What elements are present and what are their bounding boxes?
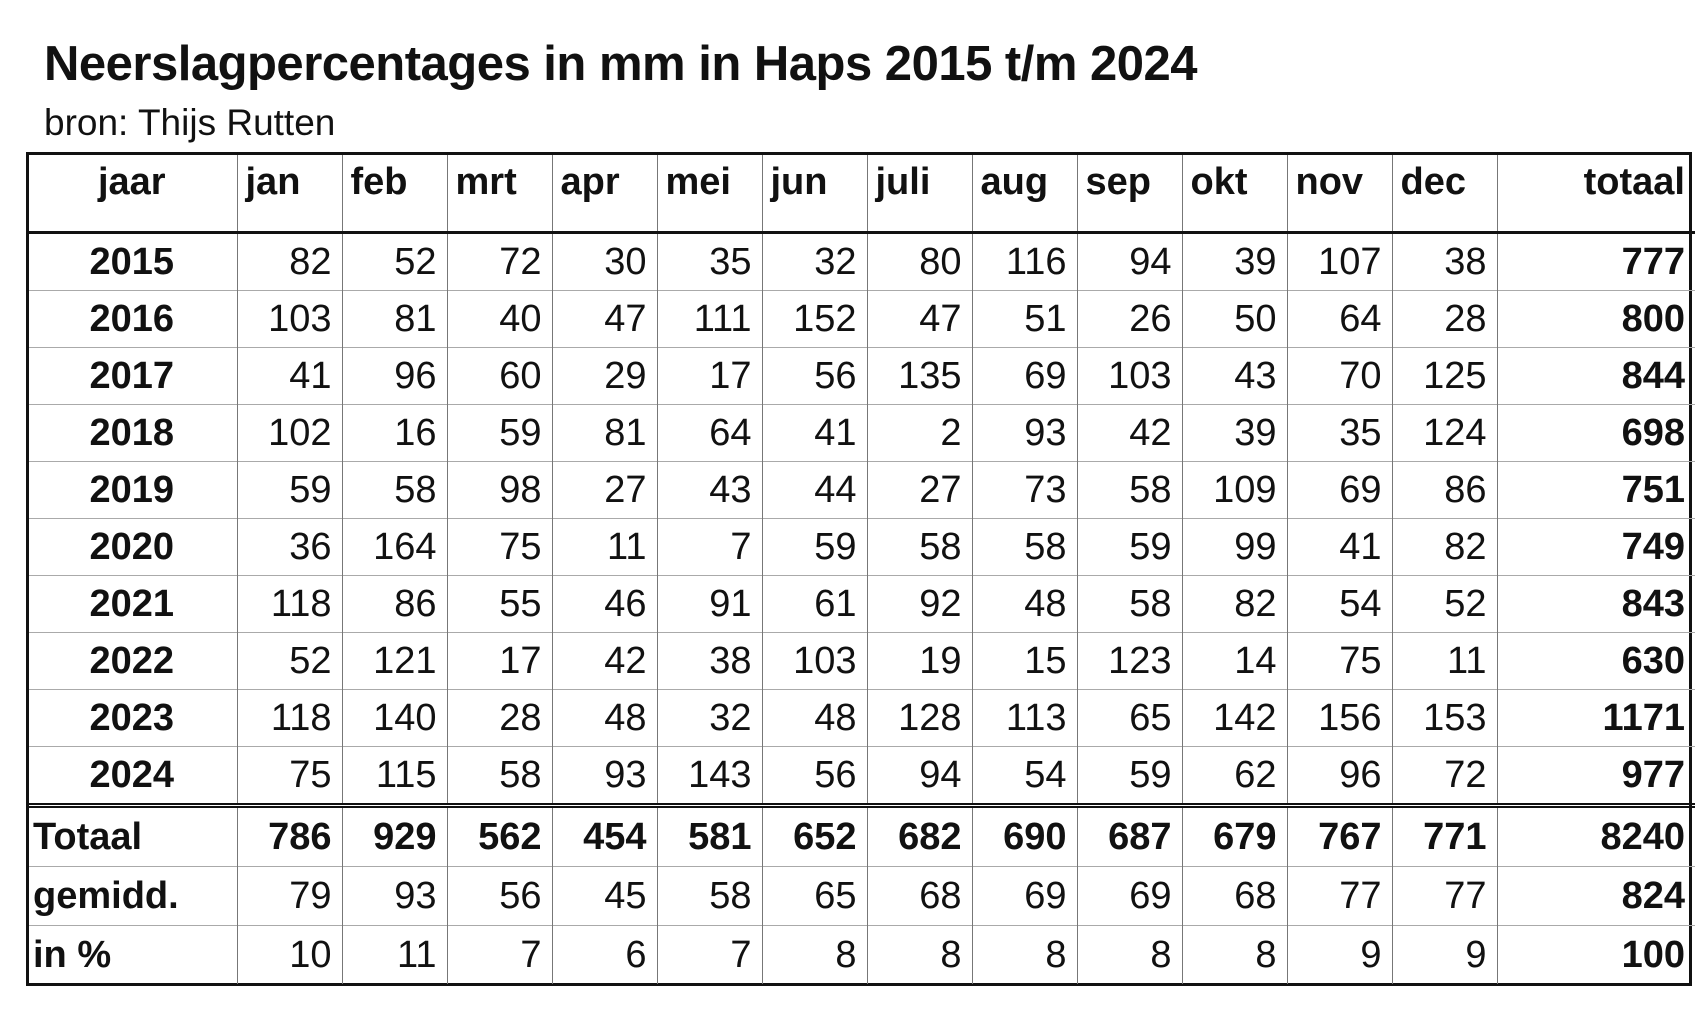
summary-value-cell: 56 bbox=[447, 867, 552, 926]
month-value-cell: 17 bbox=[447, 633, 552, 690]
summary-value-cell: 562 bbox=[447, 806, 552, 867]
summary-value-cell: 652 bbox=[762, 806, 867, 867]
summary-value-cell: 8 bbox=[762, 926, 867, 985]
month-value-cell: 153 bbox=[1392, 690, 1497, 747]
year-label: 2020 bbox=[29, 519, 237, 576]
summary-value-cell: 929 bbox=[342, 806, 447, 867]
month-value-cell: 35 bbox=[657, 233, 762, 291]
month-value-cell: 60 bbox=[447, 348, 552, 405]
month-value-cell: 70 bbox=[1287, 348, 1392, 405]
month-value-cell: 44 bbox=[762, 462, 867, 519]
month-value-cell: 62 bbox=[1182, 747, 1287, 806]
month-value-cell: 17 bbox=[657, 348, 762, 405]
year-label: 2018 bbox=[29, 405, 237, 462]
column-header-okt: okt bbox=[1182, 155, 1287, 233]
month-value-cell: 51 bbox=[972, 291, 1077, 348]
month-value-cell: 102 bbox=[237, 405, 342, 462]
year-total-cell: 749 bbox=[1497, 519, 1695, 576]
column-header-total: totaal bbox=[1497, 155, 1695, 233]
year-label: 2019 bbox=[29, 462, 237, 519]
month-value-cell: 92 bbox=[867, 576, 972, 633]
month-value-cell: 81 bbox=[552, 405, 657, 462]
column-header-mrt: mrt bbox=[447, 155, 552, 233]
summary-total-cell: 8240 bbox=[1497, 806, 1695, 867]
month-value-cell: 40 bbox=[447, 291, 552, 348]
month-value-cell: 47 bbox=[552, 291, 657, 348]
month-value-cell: 80 bbox=[867, 233, 972, 291]
month-value-cell: 54 bbox=[1287, 576, 1392, 633]
year-label: 2015 bbox=[89, 240, 175, 283]
month-value-cell: 125 bbox=[1392, 348, 1497, 405]
month-value-cell: 121 bbox=[342, 633, 447, 690]
month-value-cell: 164 bbox=[342, 519, 447, 576]
month-value-cell: 56 bbox=[762, 348, 867, 405]
month-value-cell: 82 bbox=[1392, 519, 1497, 576]
month-value-cell: 30 bbox=[552, 233, 657, 291]
year-label: 2024 bbox=[29, 747, 237, 806]
summary-label: gemidd. bbox=[29, 867, 237, 926]
month-value-cell: 58 bbox=[342, 462, 447, 519]
summary-value-cell: 7 bbox=[447, 926, 552, 985]
month-value-cell: 58 bbox=[1077, 576, 1182, 633]
month-value-cell: 58 bbox=[972, 519, 1077, 576]
summary-value-cell: 68 bbox=[1182, 867, 1287, 926]
month-value-cell: 52 bbox=[237, 633, 342, 690]
column-header-feb: feb bbox=[342, 155, 447, 233]
month-value-cell: 81 bbox=[342, 291, 447, 348]
month-value-cell: 86 bbox=[1392, 462, 1497, 519]
precipitation-table-frame bbox=[26, 152, 1692, 986]
summary-value-cell: 65 bbox=[762, 867, 867, 926]
month-value-cell: 43 bbox=[1182, 348, 1287, 405]
month-value-cell: 48 bbox=[762, 690, 867, 747]
month-value-cell: 41 bbox=[1287, 519, 1392, 576]
month-value-cell: 142 bbox=[1182, 690, 1287, 747]
month-value-cell: 59 bbox=[237, 462, 342, 519]
year-total-cell: 698 bbox=[1497, 405, 1695, 462]
page-title: Neerslagpercentages in mm in Haps 2015 t/m 2024 bbox=[44, 37, 1198, 91]
summary-row bbox=[29, 926, 1695, 985]
month-value-cell: 135 bbox=[867, 348, 972, 405]
year-total-cell: 751 bbox=[1497, 462, 1695, 519]
month-value-cell: 58 bbox=[1077, 462, 1182, 519]
month-value-cell: 16 bbox=[342, 405, 447, 462]
month-value-cell: 38 bbox=[657, 633, 762, 690]
month-value-cell: 32 bbox=[762, 233, 867, 291]
column-header-sep: sep bbox=[1077, 155, 1182, 233]
summary-value-cell: 58 bbox=[657, 867, 762, 926]
year-label: 2017 bbox=[29, 348, 237, 405]
summary-value-cell: 690 bbox=[972, 806, 1077, 867]
month-value-cell: 54 bbox=[972, 747, 1077, 806]
month-value-cell: 64 bbox=[1287, 291, 1392, 348]
month-value-cell: 140 bbox=[342, 690, 447, 747]
column-header-jun: jun bbox=[762, 155, 867, 233]
month-value-cell: 11 bbox=[552, 519, 657, 576]
month-value-cell: 32 bbox=[657, 690, 762, 747]
summary-row bbox=[29, 867, 1695, 926]
month-value-cell: 69 bbox=[1287, 462, 1392, 519]
month-value-cell: 58 bbox=[867, 519, 972, 576]
month-value-cell: 103 bbox=[1077, 348, 1182, 405]
summary-value-cell: 8 bbox=[1182, 926, 1287, 985]
month-value-cell: 152 bbox=[762, 291, 867, 348]
summary-value-cell: 767 bbox=[1287, 806, 1392, 867]
table-row bbox=[29, 405, 1695, 462]
summary-total-cell: 100 bbox=[1497, 926, 1695, 985]
month-value-cell: 14 bbox=[1182, 633, 1287, 690]
summary-label: in % bbox=[29, 926, 237, 985]
month-value-cell: 19 bbox=[867, 633, 972, 690]
summary-value-cell: 6 bbox=[552, 926, 657, 985]
year-total-cell: 843 bbox=[1497, 576, 1695, 633]
table-row bbox=[29, 462, 1695, 519]
month-value-cell: 38 bbox=[1392, 233, 1497, 291]
month-value-cell: 55 bbox=[447, 576, 552, 633]
month-value-cell: 59 bbox=[1077, 519, 1182, 576]
month-value-cell: 27 bbox=[867, 462, 972, 519]
month-value-cell: 26 bbox=[1077, 291, 1182, 348]
table-row bbox=[29, 291, 1695, 348]
column-header-mei: mei bbox=[657, 155, 762, 233]
month-value-cell: 86 bbox=[342, 576, 447, 633]
month-value-cell: 103 bbox=[762, 633, 867, 690]
month-value-cell: 48 bbox=[972, 576, 1077, 633]
summary-value-cell: 45 bbox=[552, 867, 657, 926]
year-label: 2023 bbox=[29, 690, 237, 747]
summary-value-cell: 79 bbox=[237, 867, 342, 926]
summary-value-cell: 7 bbox=[657, 926, 762, 985]
month-value-cell: 75 bbox=[237, 747, 342, 806]
summary-value-cell: 77 bbox=[1392, 867, 1497, 926]
summary-value-cell: 10 bbox=[237, 926, 342, 985]
month-value-cell: 15 bbox=[972, 633, 1077, 690]
month-value-cell: 59 bbox=[447, 405, 552, 462]
month-value-cell: 59 bbox=[762, 519, 867, 576]
month-value-cell: 28 bbox=[1392, 291, 1497, 348]
month-value-cell: 36 bbox=[237, 519, 342, 576]
month-value-cell: 123 bbox=[1077, 633, 1182, 690]
month-value-cell: 42 bbox=[552, 633, 657, 690]
month-value-cell: 29 bbox=[552, 348, 657, 405]
month-value-cell: 107 bbox=[1287, 233, 1392, 291]
month-value-cell: 64 bbox=[657, 405, 762, 462]
summary-value-cell: 687 bbox=[1077, 806, 1182, 867]
month-value-cell: 72 bbox=[447, 233, 552, 291]
month-value-cell: 103 bbox=[237, 291, 342, 348]
month-value-cell: 69 bbox=[972, 348, 1077, 405]
month-value-cell: 94 bbox=[867, 747, 972, 806]
summary-value-cell: 771 bbox=[1392, 806, 1497, 867]
precipitation-table bbox=[29, 155, 1695, 984]
month-value-cell: 28 bbox=[447, 690, 552, 747]
source-caption: bron: Thijs Rutten bbox=[44, 102, 336, 143]
month-value-cell: 50 bbox=[1182, 291, 1287, 348]
month-value-cell: 39 bbox=[1182, 405, 1287, 462]
table-row bbox=[29, 633, 1695, 690]
column-header-nov: nov bbox=[1287, 155, 1392, 233]
month-value-cell: 65 bbox=[1077, 690, 1182, 747]
month-value-cell: 56 bbox=[762, 747, 867, 806]
month-value-cell: 61 bbox=[762, 576, 867, 633]
month-value-cell: 111 bbox=[657, 291, 762, 348]
month-value-cell: 96 bbox=[1287, 747, 1392, 806]
table-row bbox=[29, 348, 1695, 405]
month-value-cell: 72 bbox=[1392, 747, 1497, 806]
month-value-cell: 109 bbox=[1182, 462, 1287, 519]
summary-rows bbox=[29, 806, 1695, 985]
month-value-cell: 27 bbox=[552, 462, 657, 519]
month-value-cell: 7 bbox=[657, 519, 762, 576]
month-value-cell: 82 bbox=[1182, 576, 1287, 633]
month-value-cell: 42 bbox=[1077, 405, 1182, 462]
column-header-dec: dec bbox=[1392, 155, 1497, 233]
header-row bbox=[29, 155, 1695, 233]
month-value-cell: 52 bbox=[342, 233, 447, 291]
summary-value-cell: 454 bbox=[552, 806, 657, 867]
month-value-cell: 43 bbox=[657, 462, 762, 519]
month-value-cell: 48 bbox=[552, 690, 657, 747]
table-row bbox=[29, 519, 1695, 576]
summary-row bbox=[29, 806, 1695, 867]
month-value-cell: 91 bbox=[657, 576, 762, 633]
month-value-cell: 93 bbox=[972, 405, 1077, 462]
year-total-cell: 777 bbox=[1497, 233, 1695, 291]
month-value-cell: 94 bbox=[1077, 233, 1182, 291]
year-label: 2016 bbox=[29, 291, 237, 348]
month-value-cell: 47 bbox=[867, 291, 972, 348]
month-value-cell: 128 bbox=[867, 690, 972, 747]
summary-total-cell: 824 bbox=[1497, 867, 1695, 926]
year-total-cell: 1171 bbox=[1497, 690, 1695, 747]
summary-value-cell: 8 bbox=[1077, 926, 1182, 985]
summary-value-cell: 77 bbox=[1287, 867, 1392, 926]
summary-value-cell: 68 bbox=[867, 867, 972, 926]
year-total-cell: 630 bbox=[1497, 633, 1695, 690]
month-value-cell: 143 bbox=[657, 747, 762, 806]
table-row bbox=[29, 747, 1695, 806]
summary-value-cell: 581 bbox=[657, 806, 762, 867]
summary-value-cell: 69 bbox=[972, 867, 1077, 926]
table-row bbox=[29, 576, 1695, 633]
year-rows bbox=[29, 233, 1695, 806]
month-value-cell: 46 bbox=[552, 576, 657, 633]
month-value-cell: 39 bbox=[1182, 233, 1287, 291]
column-header-juli: juli bbox=[867, 155, 972, 233]
summary-value-cell: 11 bbox=[342, 926, 447, 985]
summary-value-cell: 8 bbox=[972, 926, 1077, 985]
summary-value-cell: 9 bbox=[1392, 926, 1497, 985]
year-total-cell: 977 bbox=[1497, 747, 1695, 806]
summary-value-cell: 69 bbox=[1077, 867, 1182, 926]
year-total-cell: 844 bbox=[1497, 348, 1695, 405]
column-header-aug: aug bbox=[972, 155, 1077, 233]
summary-label: Totaal bbox=[29, 806, 237, 867]
month-value-cell: 59 bbox=[1077, 747, 1182, 806]
summary-value-cell: 682 bbox=[867, 806, 972, 867]
summary-value-cell: 8 bbox=[867, 926, 972, 985]
month-value-cell: 93 bbox=[552, 747, 657, 806]
month-value-cell: 52 bbox=[1392, 576, 1497, 633]
column-header-jan: jan bbox=[237, 155, 342, 233]
summary-value-cell: 679 bbox=[1182, 806, 1287, 867]
table-row bbox=[29, 233, 1695, 291]
month-value-cell: 73 bbox=[972, 462, 1077, 519]
month-value-cell: 156 bbox=[1287, 690, 1392, 747]
month-value-cell: 115 bbox=[342, 747, 447, 806]
month-value-cell: 96 bbox=[342, 348, 447, 405]
summary-value-cell: 786 bbox=[237, 806, 342, 867]
year-label: 2022 bbox=[29, 633, 237, 690]
month-value-cell: 11 bbox=[1392, 633, 1497, 690]
month-value-cell: 118 bbox=[237, 576, 342, 633]
summary-value-cell: 9 bbox=[1287, 926, 1392, 985]
year-total-cell: 800 bbox=[1497, 291, 1695, 348]
column-header-apr: apr bbox=[552, 155, 657, 233]
month-value-cell: 41 bbox=[237, 348, 342, 405]
table-row bbox=[29, 690, 1695, 747]
month-value-cell: 99 bbox=[1182, 519, 1287, 576]
month-value-cell: 124 bbox=[1392, 405, 1497, 462]
month-value-cell: 75 bbox=[1287, 633, 1392, 690]
month-value-cell: 75 bbox=[447, 519, 552, 576]
summary-value-cell: 93 bbox=[342, 867, 447, 926]
month-value-cell: 82 bbox=[237, 233, 342, 291]
month-value-cell: 116 bbox=[972, 233, 1077, 291]
month-value-cell: 118 bbox=[237, 690, 342, 747]
table-header bbox=[29, 155, 1695, 233]
month-value-cell: 58 bbox=[447, 747, 552, 806]
month-value-cell: 98 bbox=[447, 462, 552, 519]
month-value-cell: 2 bbox=[867, 405, 972, 462]
column-header-year: jaar bbox=[29, 155, 237, 233]
month-value-cell: 35 bbox=[1287, 405, 1392, 462]
month-value-cell: 113 bbox=[972, 690, 1077, 747]
month-value-cell: 41 bbox=[762, 405, 867, 462]
year-label: 2021 bbox=[29, 576, 237, 633]
